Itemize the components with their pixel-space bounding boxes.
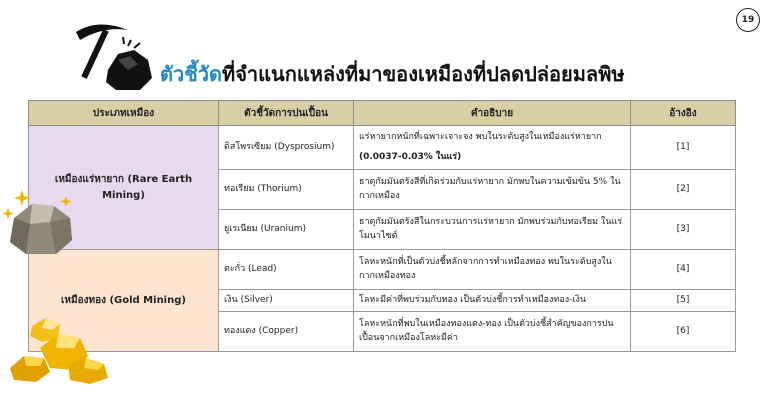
- gold-nuggets-icon: [4, 308, 116, 384]
- rare-earth-nugget-icon: [0, 188, 84, 262]
- header-indicator: ตัวชี้วัดการปนเปื้อน: [219, 101, 354, 126]
- description-cell: ธาตุกัมมันตรังสีที่เกิดร่วมกับแร่หายาก มักพบในความเข้มข้น 5% ในกากเหมือง: [354, 170, 631, 210]
- header-mine-type: ประเภทเหมือง: [29, 101, 219, 126]
- page-number: 19: [736, 8, 760, 32]
- description-cell: โลหะหนักที่พบในเหมืองทองแดง-ทอง เป็นตัวบ่งชี้สำคัญของการปนเปื้อนจากเหมืองโลหะมีค่า: [354, 312, 631, 352]
- reference-cell: [1]: [631, 126, 736, 170]
- table-header-row: [29, 101, 736, 126]
- table-row: [29, 126, 736, 170]
- description-cell: [354, 126, 631, 170]
- indicator-cell: ทอเรียม (Thorium): [219, 170, 354, 210]
- table-row: [29, 250, 736, 290]
- header-description: คำอธิบาย: [354, 101, 631, 126]
- pickaxe-rock-icon: [58, 20, 158, 92]
- reference-cell: [4]: [631, 250, 736, 290]
- description-text: แร่หายากหนักที่เฉพาะเจาะจง พบในระดับสูงในเหมืองแร่หายาก: [359, 131, 602, 142]
- reference-cell: [6]: [631, 312, 736, 352]
- indicator-cell: ยูเรเนียม (Uranium): [219, 210, 354, 250]
- indicator-cell: ดิสโพรเซียม (Dysprosium): [219, 126, 354, 170]
- description-note: (0.0037-0.03% ในแร่): [359, 151, 462, 162]
- indicator-cell: ตะกั่ว (Lead): [219, 250, 354, 290]
- group-gold: เหมืองทอง (Gold Mining): [29, 250, 219, 352]
- title-accent: ตัวชี้วัด: [160, 62, 223, 86]
- reference-cell: [2]: [631, 170, 736, 210]
- description-cell: ธาตุกัมมันตรังสีในกระบวนการแร่หายาก มักพบร่วมกับทอเรียม ในแร่โมนาไซต์: [354, 210, 631, 250]
- description-cell: โลหะมีค่าที่พบร่วมกับทอง เป็นตัวบ่งชี้การทำเหมืองทอง-เงิน: [354, 290, 631, 312]
- description-cell: โลหะหนักที่เป็นตัวบ่งชี้หลักจากการทำเหมืองทอง พบในระดับสูงในกากเหมืองทอง: [354, 250, 631, 290]
- reference-cell: [3]: [631, 210, 736, 250]
- title-rest: ที่จำแนกแหล่งที่มาของเหมืองที่ปลดปล่อยมลพิษ: [222, 62, 625, 86]
- indicator-cell: ทองแดง (Copper): [219, 312, 354, 352]
- indicator-cell: เงิน (Silver): [219, 290, 354, 312]
- indicator-table: [28, 100, 736, 352]
- group-rare-earth: เหมืองแร่หายาก (Rare Earth Mining): [29, 126, 219, 250]
- reference-cell: [5]: [631, 290, 736, 312]
- page-title: [160, 58, 625, 90]
- header-reference: อ้างอิง: [631, 101, 736, 126]
